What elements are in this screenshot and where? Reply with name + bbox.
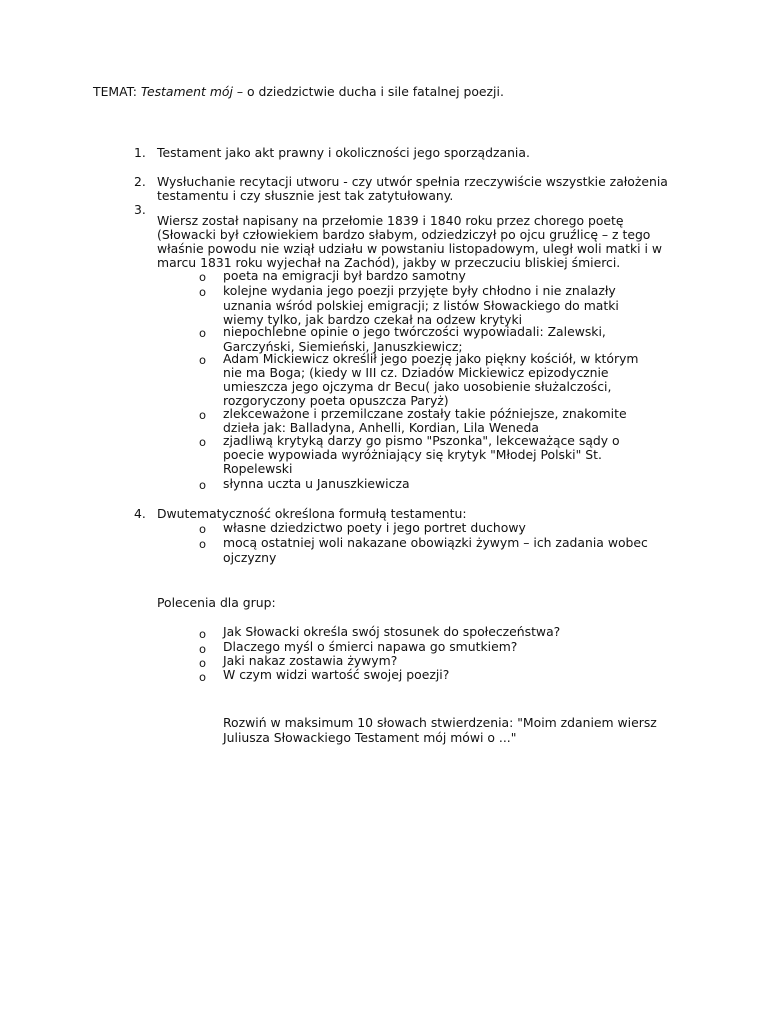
bullet-marker: o bbox=[199, 670, 207, 684]
item-text-line: Dwutematyczność określona formułą testamentu: bbox=[157, 506, 467, 521]
bullet-text-line: nie ma Boga; (kiedy w III cz. Dziadów Mickiewicz epizodycznie bbox=[223, 365, 609, 380]
bullet-text-line: własne dziedzictwo poety i jego portret duchowy bbox=[223, 520, 526, 535]
bullet-text-line: umieszcza jego ojczyma dr Becu( jako uosobienie służalczości, bbox=[223, 379, 612, 394]
bullet-marker: o bbox=[199, 408, 207, 422]
question-text: Jak Słowacki określa swój stosunek do społeczeństwa? bbox=[223, 624, 561, 639]
item-text-line: Testament jako akt prawny i okoliczności jego sporządzania. bbox=[157, 145, 530, 160]
bullet-marker: o bbox=[199, 642, 207, 656]
task-text-line: Rozwiń w maksimum 10 słowach stwierdzenia: "Moim zdaniem wiersz bbox=[223, 715, 657, 730]
bullet-marker: o bbox=[199, 270, 207, 284]
item-text-line: marcu 1831 roku wyjechał na Zachód), jakby w przeczuciu bliskiej śmierci. bbox=[157, 255, 621, 270]
bullet-text-line: rozgoryczony poeta opuszcza Paryż) bbox=[223, 393, 449, 408]
bullet-text-line: dzieła jak: Balladyna, Anhelli, Kordian, Lila Weneda bbox=[223, 420, 539, 435]
bullet-text-line: słynna uczta u Januszkiewicza bbox=[223, 476, 410, 491]
item-number: 2. bbox=[134, 174, 146, 189]
bullet-marker: o bbox=[199, 478, 207, 492]
bullet-text-line: Ropelewski bbox=[223, 461, 293, 476]
bullet-marker: o bbox=[199, 435, 207, 449]
bullet-marker: o bbox=[199, 353, 207, 367]
bullet-marker: o bbox=[199, 537, 207, 551]
title-suffix: – o dziedzictwie ducha i sile fatalnej poezji. bbox=[232, 84, 504, 99]
bullet-marker: o bbox=[199, 656, 207, 670]
title-italic: Testament mój bbox=[140, 84, 233, 99]
item-text-line: właśnie powodu nie wziął udziału w powstaniu listopadowym, uległ woli matki i w bbox=[157, 241, 663, 256]
bullet-text-line: uznania wśród polskiej emigracji; z listów Słowackiego do matki bbox=[223, 298, 619, 313]
item-number: 3. bbox=[134, 202, 146, 217]
bullet-marker: o bbox=[199, 326, 207, 340]
bullet-text-line: mocą ostatniej woli nakazane obowiązki żywym – ich zadania wobec bbox=[223, 535, 648, 550]
bullet-text-line: zlekceważone i przemilczane zostały takie późniejsze, znakomite bbox=[223, 406, 627, 421]
item-number: 1. bbox=[134, 145, 146, 160]
bullet-marker: o bbox=[199, 627, 207, 641]
bullet-text-line: wiemy tylko, jak bardzo czekał na odzew krytyki bbox=[223, 312, 523, 327]
bullet-text-line: Adam Mickiewicz określił jego poezję jako piękny kościół, w którym bbox=[223, 351, 639, 366]
title-prefix: TEMAT: bbox=[93, 84, 141, 99]
task-text-line: Juliusza Słowackiego Testament mój mówi o ..." bbox=[223, 730, 517, 745]
item-text-line: testamentu i czy słusznie jest tak zatytułowany. bbox=[157, 188, 454, 203]
question-text: W czym widzi wartość swojej poezji? bbox=[223, 667, 450, 682]
item-text-line: Wiersz został napisany na przełomie 1839 i 1840 roku przez chorego poetę bbox=[157, 213, 624, 228]
bullet-text-line: poeta na emigracji był bardzo samotny bbox=[223, 268, 466, 283]
page-title bbox=[93, 85, 504, 100]
group-tasks-heading: Polecenia dla grup: bbox=[157, 595, 276, 610]
bullet-text-line: ojczyzny bbox=[223, 550, 277, 565]
bullet-text-line: Garczyński, Siemieński, Januszkiewicz; bbox=[223, 339, 463, 354]
bullet-text-line: niepochlebne opinie o jego twórczości wypowiadali: Zalewski, bbox=[223, 324, 606, 339]
question-text: Jaki nakaz zostawia żywym? bbox=[223, 653, 398, 668]
bullet-text-line: poecie wypowiada wyróżniający się krytyk "Młodej Polski" St. bbox=[223, 447, 602, 462]
item-text-line: Wysłuchanie recytacji utworu - czy utwór spełnia rzeczywiście wszystkie założenia bbox=[157, 174, 668, 189]
bullet-marker: o bbox=[199, 522, 207, 536]
item-text-line: (Słowacki był człowiekiem bardzo słabym, odziedziczył po ojcu gruźlicę – z tego bbox=[157, 227, 651, 242]
question-text: Dlaczego myśl o śmierci napawa go smutkiem? bbox=[223, 639, 518, 654]
bullet-marker: o bbox=[199, 285, 207, 299]
bullet-text-line: zjadliwą krytyką darzy go pismo "Pszonka", lekceważące sądy o bbox=[223, 433, 620, 448]
bullet-text-line: kolejne wydania jego poezji przyjęte były chłodno i nie znalazły bbox=[223, 283, 616, 298]
item-number: 4. bbox=[134, 506, 146, 521]
